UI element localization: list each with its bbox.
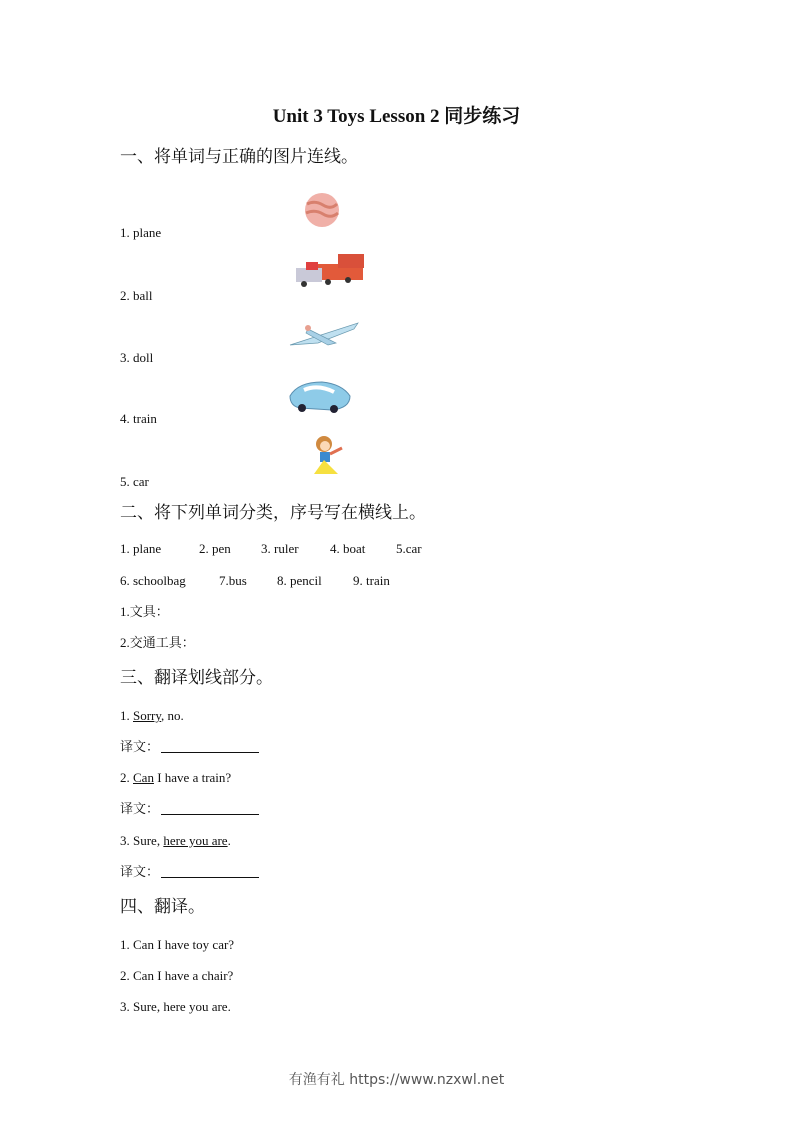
category-stationery: 1.文具： [120, 604, 169, 619]
sentence-2 [120, 771, 231, 784]
translation-line [120, 865, 259, 878]
translation-line [120, 802, 259, 815]
word-item: 6. schoolbag [120, 573, 186, 588]
answer-blank[interactable] [161, 740, 259, 753]
sentence-prefix: 1. [120, 708, 133, 723]
sentence-suffix: . [227, 833, 231, 848]
sentence-suffix: I have a train? [153, 770, 232, 785]
plane-picture [288, 317, 362, 351]
section-2-heading: 二、将下列单词分类，序号写在横线上。 [120, 503, 426, 523]
word-item: 2. ball [120, 288, 153, 303]
word-item: 5.car [396, 541, 422, 556]
sentence-3 [120, 834, 231, 847]
word-item: 4. train [120, 411, 157, 426]
ball-picture [303, 192, 341, 228]
word-item: 3. doll [120, 350, 154, 365]
word-item: 8. pencil [277, 573, 322, 588]
translation-label: 译文： [120, 739, 160, 754]
word-item: 9. train [353, 573, 390, 588]
underlined-part: Can [133, 770, 154, 785]
translation-line [120, 740, 259, 753]
answer-blank[interactable] [161, 802, 259, 815]
section-3-heading: 三、翻译划线部分。 [120, 668, 273, 688]
word-item: 3. ruler [261, 541, 299, 556]
section-1-heading: 一、将单词与正确的图片连线。 [120, 147, 358, 167]
train-picture [288, 250, 370, 292]
sentence-prefix: 2. [120, 770, 133, 785]
car-picture [288, 378, 352, 416]
section-4-heading: 四、翻译。 [120, 897, 205, 917]
word-item: 1. plane [120, 225, 162, 240]
sentence-prefix: 3. Sure, [120, 833, 164, 848]
sentence-suffix: , no. [161, 708, 184, 723]
word-item: 4. boat [330, 541, 366, 556]
category-transport: 2.交通工具： [120, 635, 195, 650]
word-item: 5. car [120, 474, 149, 489]
word-item: 7.bus [219, 573, 247, 588]
translate-item: 2. Can I have a chair? [120, 968, 234, 983]
doll-picture [308, 434, 344, 482]
word-item: 2. pen [199, 541, 231, 556]
footer-watermark: 有渔有礼 https://www.nzxwl.net [288, 1072, 505, 1088]
page-title: Unit 3 Toys Lesson 2 同步练习 [272, 106, 521, 127]
translate-item: 1. Can I have toy car? [120, 937, 235, 952]
translate-item: 3. Sure, here you are. [120, 999, 231, 1014]
sentence-1 [120, 709, 184, 722]
translation-label: 译文： [120, 801, 160, 816]
word-item: 1. plane [120, 541, 162, 556]
answer-blank[interactable] [161, 865, 259, 878]
underlined-part: Sorry [133, 708, 162, 723]
underlined-part: here you are [163, 833, 228, 848]
translation-label: 译文： [120, 864, 160, 879]
